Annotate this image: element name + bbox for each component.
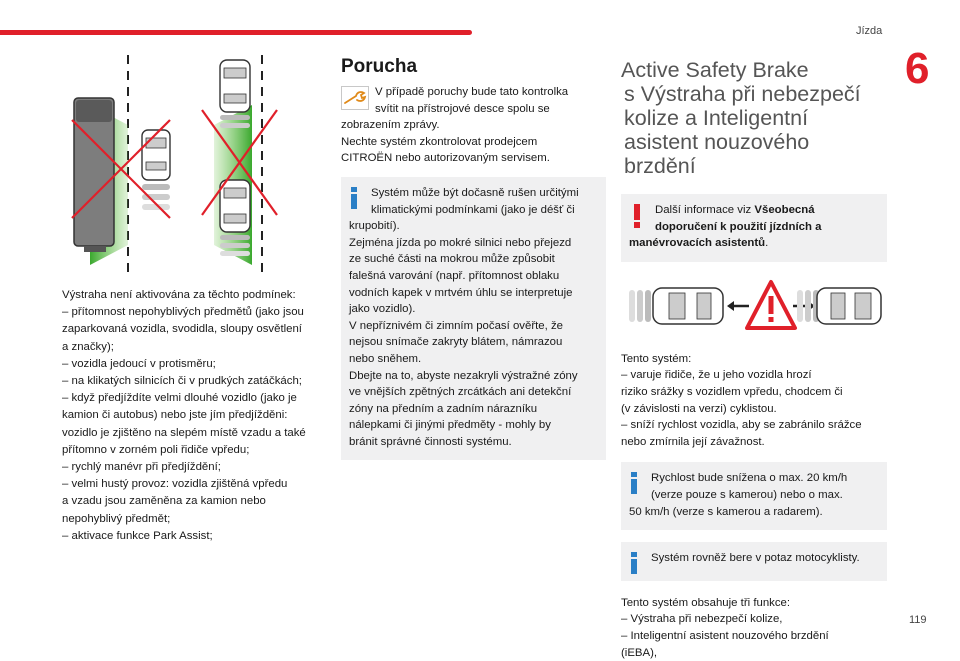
info-icon bbox=[351, 187, 357, 209]
info-box-speed-reduction bbox=[621, 462, 887, 530]
wrench-warning-icon bbox=[341, 86, 369, 110]
section-label: Jízda bbox=[856, 25, 882, 37]
car-icon bbox=[142, 130, 170, 180]
car-icon bbox=[817, 288, 881, 324]
text-line: falešná varování (např. přítomnost oblaku bbox=[349, 268, 598, 285]
text-line: – vozidla jedoucí v protisměru; bbox=[62, 356, 322, 373]
text-line: klimatickými podmínkami (jako je déšť či bbox=[349, 202, 598, 219]
blind-spot-exclusion-illustration bbox=[62, 50, 287, 280]
car-icon bbox=[220, 180, 250, 232]
text-line: – přítomnost nepohyblivých předmětů (jako jsou bbox=[62, 304, 322, 321]
text-line: vozidlo je zjištěno na slepém místě vzadu a také bbox=[62, 425, 322, 442]
heading-line: asistent nouzového bbox=[621, 130, 887, 154]
heading-line: s Výstraha při nebezpečí bbox=[621, 82, 887, 106]
text-line: – velmi hustý provoz: vozidla zjištěná vpředu bbox=[62, 476, 322, 493]
text-line: Systém rovněž bere v potaz motocyklisty. bbox=[629, 550, 879, 567]
text-line: Rychlost bude snížena o max. 20 km/h bbox=[629, 470, 879, 487]
text-run: . bbox=[765, 237, 768, 249]
text-line: CITROËN nebo autorizovaným servisem. bbox=[341, 150, 606, 167]
middle-column bbox=[341, 56, 606, 460]
text-line: jako vozidlo). bbox=[349, 301, 598, 318]
text-line: a vzadu jsou zaměněna za kamion nebo bbox=[62, 493, 322, 510]
warning-triangle-icon bbox=[747, 282, 795, 328]
left-column-text bbox=[62, 287, 322, 545]
text-line: zaparkovaná vozidla, svodidla, sloupy osvětlení bbox=[62, 321, 322, 338]
car-icon bbox=[653, 288, 723, 324]
accent-bar bbox=[0, 30, 472, 35]
system-functions bbox=[621, 595, 887, 661]
text-line bbox=[629, 202, 879, 219]
text-line: Nechte systém zkontrolovat prodejcem bbox=[341, 134, 606, 151]
text-line: – rychlý manévr při předjíždění; bbox=[62, 459, 322, 476]
text-line: – na klikatých silnicích či v prudkých zatáčkách; bbox=[62, 373, 322, 390]
text-line: ze suché části na mokrou může způsobit bbox=[349, 251, 598, 268]
text-line: (v závislosti na verzi) cyklistou. bbox=[621, 401, 887, 418]
section-heading-active-safety-brake bbox=[621, 58, 887, 178]
fault-intro bbox=[341, 84, 606, 167]
car-icon bbox=[220, 60, 250, 112]
text-line: krupobití). bbox=[349, 218, 598, 235]
text-line: Zejména jízda po mokré silnici nebo přejezd bbox=[349, 235, 598, 252]
text-line: nepohyblivý předmět; bbox=[62, 511, 322, 528]
text-line: – Výstraha při nebezpečí kolize, bbox=[621, 611, 887, 628]
info-icon bbox=[631, 552, 637, 574]
text-line: nebo sněhem. bbox=[349, 351, 598, 368]
text-line: Výstraha není aktivována za těchto podmínek: bbox=[62, 287, 322, 304]
chapter-number: 6 bbox=[905, 44, 929, 94]
text-line: Dbejte na to, abyste nezakryli výstražné zóny bbox=[349, 368, 598, 385]
collision-warning-illustration bbox=[621, 280, 887, 332]
text-line: ve vnějších zpětných zrcátkách ani detekční bbox=[349, 384, 598, 401]
text-line: zóny na předním a zadním nárazníku bbox=[349, 401, 598, 418]
text-line: nejsou snímače zakryty blátem, námrazou bbox=[349, 334, 598, 351]
text-line: – když předjíždíte velmi dlouhé vozidlo (jako je bbox=[62, 390, 322, 407]
text-line: riziko srážky s vozidlem vpředu, chodcem či bbox=[621, 384, 887, 401]
text-line bbox=[629, 219, 879, 236]
heading-line: kolize a Inteligentní bbox=[621, 106, 887, 130]
text-line: (iEBA), bbox=[621, 645, 887, 661]
right-column bbox=[621, 58, 887, 661]
text-line: nálepkami či jinými předměty - mohly by bbox=[349, 417, 598, 434]
heading-line: Active Safety Brake bbox=[621, 58, 887, 82]
heading-line: brzdění bbox=[621, 154, 887, 178]
text-line: Tento systém: bbox=[621, 351, 887, 368]
text-line: 50 km/h (verze s kamerou a radarem). bbox=[629, 504, 879, 521]
text-line: svítit na přístrojové desce spolu se bbox=[341, 101, 606, 118]
text-line: V případě poruchy bude tato kontrolka bbox=[341, 84, 606, 101]
text-line: bránit správné činnosti systému. bbox=[349, 434, 598, 451]
text-run: Další informace viz bbox=[655, 204, 754, 216]
warning-box-general-recommendations bbox=[621, 194, 887, 262]
text-line: zobrazením zprávy. bbox=[341, 117, 606, 134]
text-line: V nepříznivém či zimním počasí ověřte, že bbox=[349, 318, 598, 335]
info-box-weather bbox=[341, 177, 606, 461]
text-run-bold: doporučení k použití jízdních a bbox=[655, 221, 821, 233]
text-line: a značky); bbox=[62, 339, 322, 356]
info-box-motorcycles bbox=[621, 542, 887, 581]
text-line: – varuje řidiče, že u jeho vozidla hrozí bbox=[621, 367, 887, 384]
system-description bbox=[621, 351, 887, 451]
section-heading-fault: Porucha bbox=[341, 56, 606, 78]
text-run-bold: manévrovacích asistentů bbox=[629, 237, 765, 249]
text-line bbox=[629, 235, 879, 252]
page-number: 119 bbox=[909, 614, 927, 626]
text-line: (verze pouze s kamerou) nebo o max. bbox=[629, 487, 879, 504]
text-line: – sníží rychlost vozidla, aby se zabránilo srážce bbox=[621, 417, 887, 434]
text-line: přítomno v zorném poli řidiče vpředu; bbox=[62, 442, 322, 459]
exclamation-icon bbox=[633, 204, 641, 228]
text-line: kamion či autobus) nebo jste jím předjížděni: bbox=[62, 407, 322, 424]
text-line: – Inteligentní asistent nouzového brzdění bbox=[621, 628, 887, 645]
text-line: Tento systém obsahuje tři funkce: bbox=[621, 595, 887, 612]
text-line: vodních kapek v mrtvém úhlu se interpretuje bbox=[349, 285, 598, 302]
text-line: nebo zmírnila její závažnost. bbox=[621, 434, 887, 451]
text-line: Systém může být dočasně rušen určitými bbox=[349, 185, 598, 202]
text-line: – aktivace funkce Park Assist; bbox=[62, 528, 322, 545]
text-run-bold: Všeobecná bbox=[754, 204, 814, 216]
info-icon bbox=[631, 472, 637, 494]
